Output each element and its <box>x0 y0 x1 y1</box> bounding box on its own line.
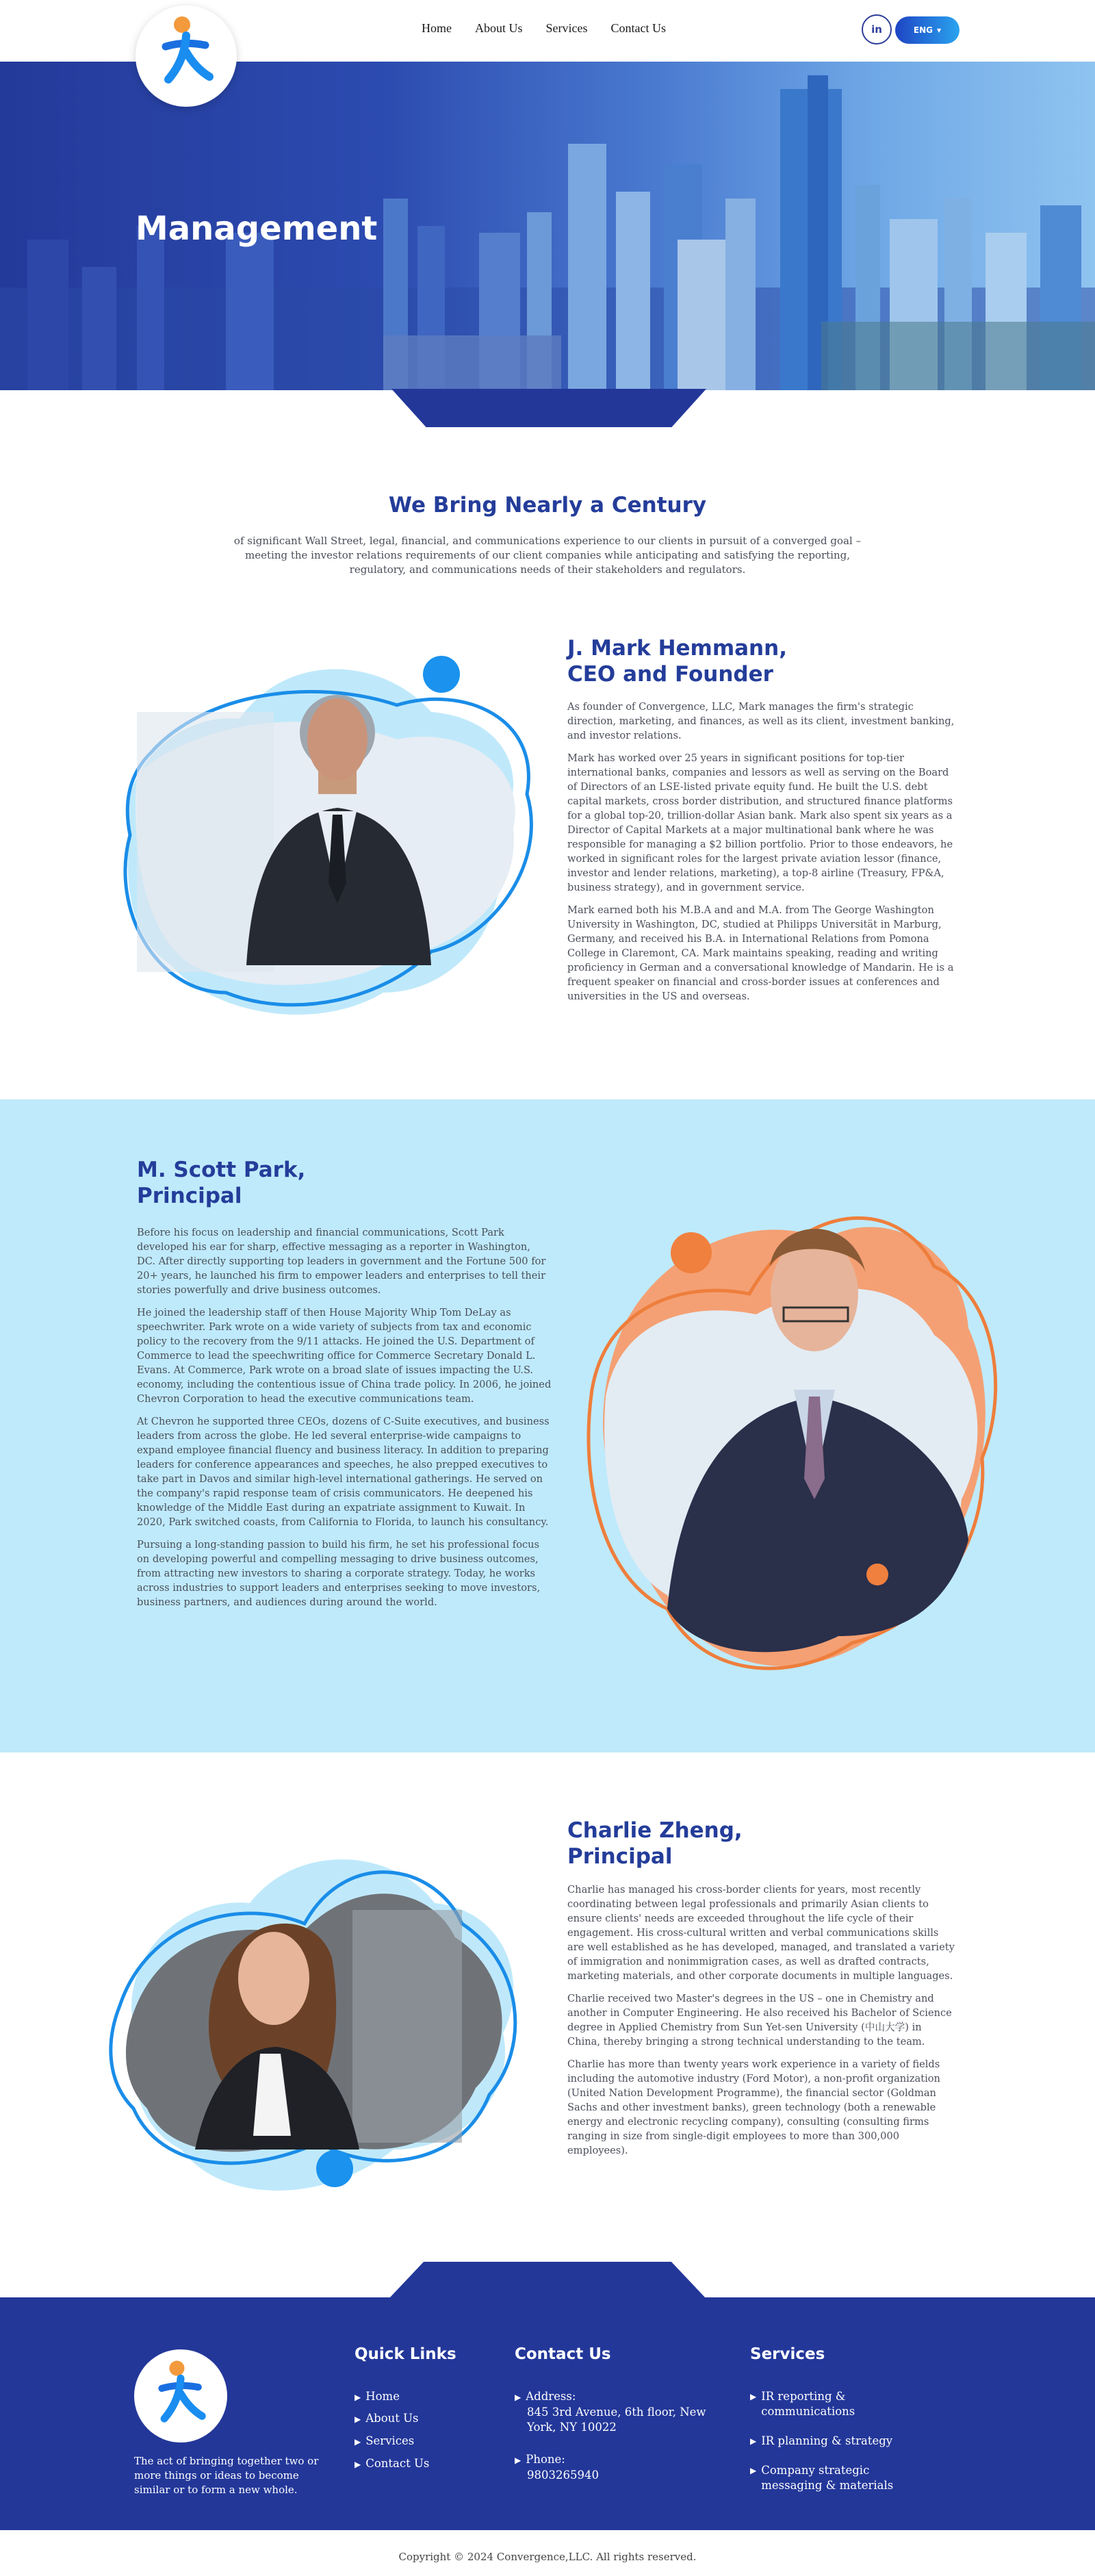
person-1-bio <box>567 700 957 1012</box>
triangle-right-icon: ▶ <box>515 2393 521 2402</box>
linkedin-icon[interactable] <box>862 14 892 44</box>
bio-paragraph: Mark earned both his M.B.A and and M.A. from The George Washington University in Washington, DC, studied at Philipps Universität in Marburg, Germany, and received his B.A. in International Relations from Pomona College in Claremont, CA. Mark maintains speaking, reading and writing proficiency in German and a conversational knowledge of Mandarin. He is a frequent speaker on financial and cross-border issues at conferences and universities in the US and overseas. <box>567 904 954 1002</box>
person-1-title: CEO and Founder <box>567 662 773 687</box>
footer-link-label: Home <box>365 2390 400 2403</box>
bio-paragraph: Mark has worked over 25 years in significant positions for top-tier international banks, companies and lessors as well as serving on the Board of Directors of an LSE-listed private equity fund. He built the U.S. debt capital markets, cross border distribution, and structured finance platforms for a global top-20, trillion-dollar Asian bank. Mark also spent six years as a Director of Capital Markets at a major multinational bank where he was responsible for managing a $2 billion portfolio. Prior to those endeavors, he worked in significant roles for the largest private aviation lessor (finance, investor and lender relations, marketing), a top-8 airline (Treasury, FP&A, business strategy), and in government service. <box>567 752 953 893</box>
quick-links-heading: Quick Links <box>355 2345 456 2363</box>
footer-link-label: Services <box>365 2434 415 2447</box>
chevron-down-icon: ▼ <box>936 27 942 34</box>
triangle-right-icon: ▶ <box>515 2456 521 2465</box>
footer-service-messaging[interactable] <box>750 2463 907 2493</box>
footer-link-label: Contact Us <box>365 2457 430 2470</box>
triangle-right-icon: ▶ <box>355 2437 361 2447</box>
triangle-right-icon: ▶ <box>355 2393 361 2402</box>
person-2-name-line: M. Scott Park, <box>137 1158 306 1182</box>
address-label: Address: <box>526 2390 576 2403</box>
intro-heading: We Bring Nearly a Century <box>388 493 707 518</box>
triangle-right-icon: ▶ <box>355 2460 361 2469</box>
intro-text: of significant Wall Street, legal, financial, and communications experience to our clients in pursuit of a converged goal – meeting the investor relations requirements of our client companies while anticipating and satisfying the reporting, regulatory, and communications needs of their stakeholders and regulators. <box>233 535 862 576</box>
person-2-bio <box>137 1225 552 1618</box>
service-label: Company strategic messaging & materials <box>761 2464 894 2492</box>
footer-phone[interactable] <box>515 2452 599 2483</box>
bio-paragraph: He joined the leadership staff of then House Majority Whip Tom DeLay as speechwriter. Park wrote on a wide variety of subjects from tax and economic policy to the recovery from the 9/11 attacks. He joined the U.S. Department of Commerce to lead the speechwriting office for Commerce Secretary Donald L. Evans. At Commerce, Park wrote on a broad slate of issues impacting the U.S. economy, including the contentious issue of China trade policy. In 2006, he joined Chevron Corporation to head the executive communications team. <box>137 1307 552 1405</box>
scott-park-portrait <box>578 1184 1009 1691</box>
hero-tab-decoration <box>391 389 706 427</box>
nav-home[interactable]: Home <box>422 21 452 35</box>
nav-services[interactable]: Services <box>545 21 588 35</box>
person-3-bio <box>567 1883 957 2166</box>
triangle-right-icon: ▶ <box>750 2392 757 2401</box>
site-logo[interactable] <box>136 5 237 107</box>
language-selector[interactable] <box>895 16 959 44</box>
bio-paragraph: Charlie has more than twenty years work experience in a variety of fields including the automotive industry (Ford Motor), a non-profit organization (United Nation Development Programme), the financial sector (Goldman Sachs and other investment banks), green technology (both a renewable energy and electronic recycling company), consulting (consulting firms ranging in size from single-digit employees to more than 300,000 employees). <box>567 2058 940 2156</box>
person-1-name <box>567 635 787 687</box>
services-heading: Services <box>750 2345 825 2363</box>
person-1-name-line: J. Mark Hemmann, <box>567 636 787 661</box>
footer-tab-decoration <box>389 2262 706 2299</box>
bio-paragraph: As founder of Convergence, LLC, Mark manages the firm's strategic direction, marketing, and finances, as well as its client, investment banking, and investor relations. <box>567 701 955 741</box>
service-label: IR planning & strategy <box>761 2434 893 2447</box>
person-2-name <box>137 1157 305 1209</box>
footer-link-label: About Us <box>365 2412 419 2425</box>
language-label: ENG <box>913 25 933 35</box>
footer-service-ir-planning[interactable] <box>750 2434 907 2449</box>
address-value: 845 3rd Avenue, 6th floor, New York, NY 10022 <box>527 2406 706 2434</box>
person-3-name-line: Charlie Zheng, <box>567 1818 743 1843</box>
footer-address <box>515 2389 713 2435</box>
footer-link-about[interactable] <box>355 2411 419 2427</box>
bio-paragraph: Pursuing a long-standing passion to build his firm, he set his professional focus on developing powerful and compelling messaging to drive business outcomes, from attracting new investors to sharing a corporate strategy. Today, he works across industries to support leaders and enterprises seeking to move investors, business partners, and audiences during around the world. <box>137 1539 541 1608</box>
main-nav <box>422 21 666 36</box>
person-3-name <box>567 1818 743 1870</box>
nav-contact-us[interactable]: Contact Us <box>610 21 666 35</box>
nav-about-us[interactable]: About Us <box>475 21 523 35</box>
phone-label: Phone: <box>526 2453 565 2466</box>
hero-banner <box>0 62 1095 390</box>
footer-service-ir-reporting[interactable] <box>750 2389 907 2419</box>
logo-mark-icon <box>136 5 237 107</box>
bio-paragraph: Before his focus on leadership and financial communications, Scott Park developed his ear for sharp, effective messaging as a reporter in Washington, DC. After directly supporting top leaders in government and the Fortune 500 for 20+ years, he launched his firm to empower leaders and enterprises to tell their stories powerfully and drive business outcomes. <box>137 1227 546 1296</box>
mark-hemmann-portrait <box>110 609 548 1041</box>
phone-value: 9803265940 <box>527 2469 599 2482</box>
bio-paragraph: At Chevron he supported three CEOs, dozens of C-Suite executives, and business leaders from across the globe. He led several enterprise-wide campaigns to expand employee financial fluency and business literacy. In addition to preparing leaders for conference appearances and speeches, he also prepped executives to take part in Davos and similar high-level international gatherings. He served on the company's rapid response team of crisis communicators. He deepened his knowledge of the Middle East during an expatriate assignment to Kuwait. In 2020, Park switched coasts, from California to Florida, to launch his consultancy. <box>137 1416 550 1528</box>
contact-heading: Contact Us <box>515 2345 611 2363</box>
bio-paragraph: Charlie has managed his cross-border clients for years, most recently coordinating between legal professionals and primarily Asian clients to ensure clients' needs are exceeded throughout the life cycle of their engagement. His cross-cultural written and verbal communications skills are well established as he has developed, managed, and translated a variety of immigration and nonimmigration cases, as well as drafted contracts, marketing materials, and other corporate documents in multiple languages. <box>567 1884 955 1982</box>
person-3-title: Principal <box>567 1844 673 1869</box>
bio-paragraph: Charlie received two Master's degrees in the US – one in Chemistry and another in Computer Engineering. He also received his Bachelor of Science degree in Applied Chemistry from Sun Yet-sen University (中山大学) in China, thereby bringing a strong technical understanding to the team. <box>567 1993 952 2048</box>
person-2-title: Principal <box>137 1184 242 1208</box>
page-title: Management <box>136 209 378 248</box>
charlie-zheng-portrait <box>106 1821 537 2204</box>
footer-link-contact[interactable] <box>355 2456 429 2472</box>
footer-logo[interactable] <box>134 2349 227 2443</box>
logo-mark-icon <box>134 2349 227 2443</box>
linkedin-label: in <box>871 23 882 36</box>
footer-tagline: The act of bringing together two or more things or ideas to become similar or to form a new whole. <box>134 2455 319 2496</box>
triangle-right-icon: ▶ <box>355 2414 361 2424</box>
footer-link-home[interactable] <box>355 2389 400 2405</box>
triangle-right-icon: ▶ <box>750 2466 757 2475</box>
triangle-right-icon: ▶ <box>750 2436 757 2446</box>
copyright: Copyright © 2024 Convergence,LLC. All rights reserved. <box>398 2551 697 2563</box>
service-label: IR reporting & communications <box>761 2390 855 2418</box>
footer-link-services[interactable] <box>355 2434 414 2449</box>
